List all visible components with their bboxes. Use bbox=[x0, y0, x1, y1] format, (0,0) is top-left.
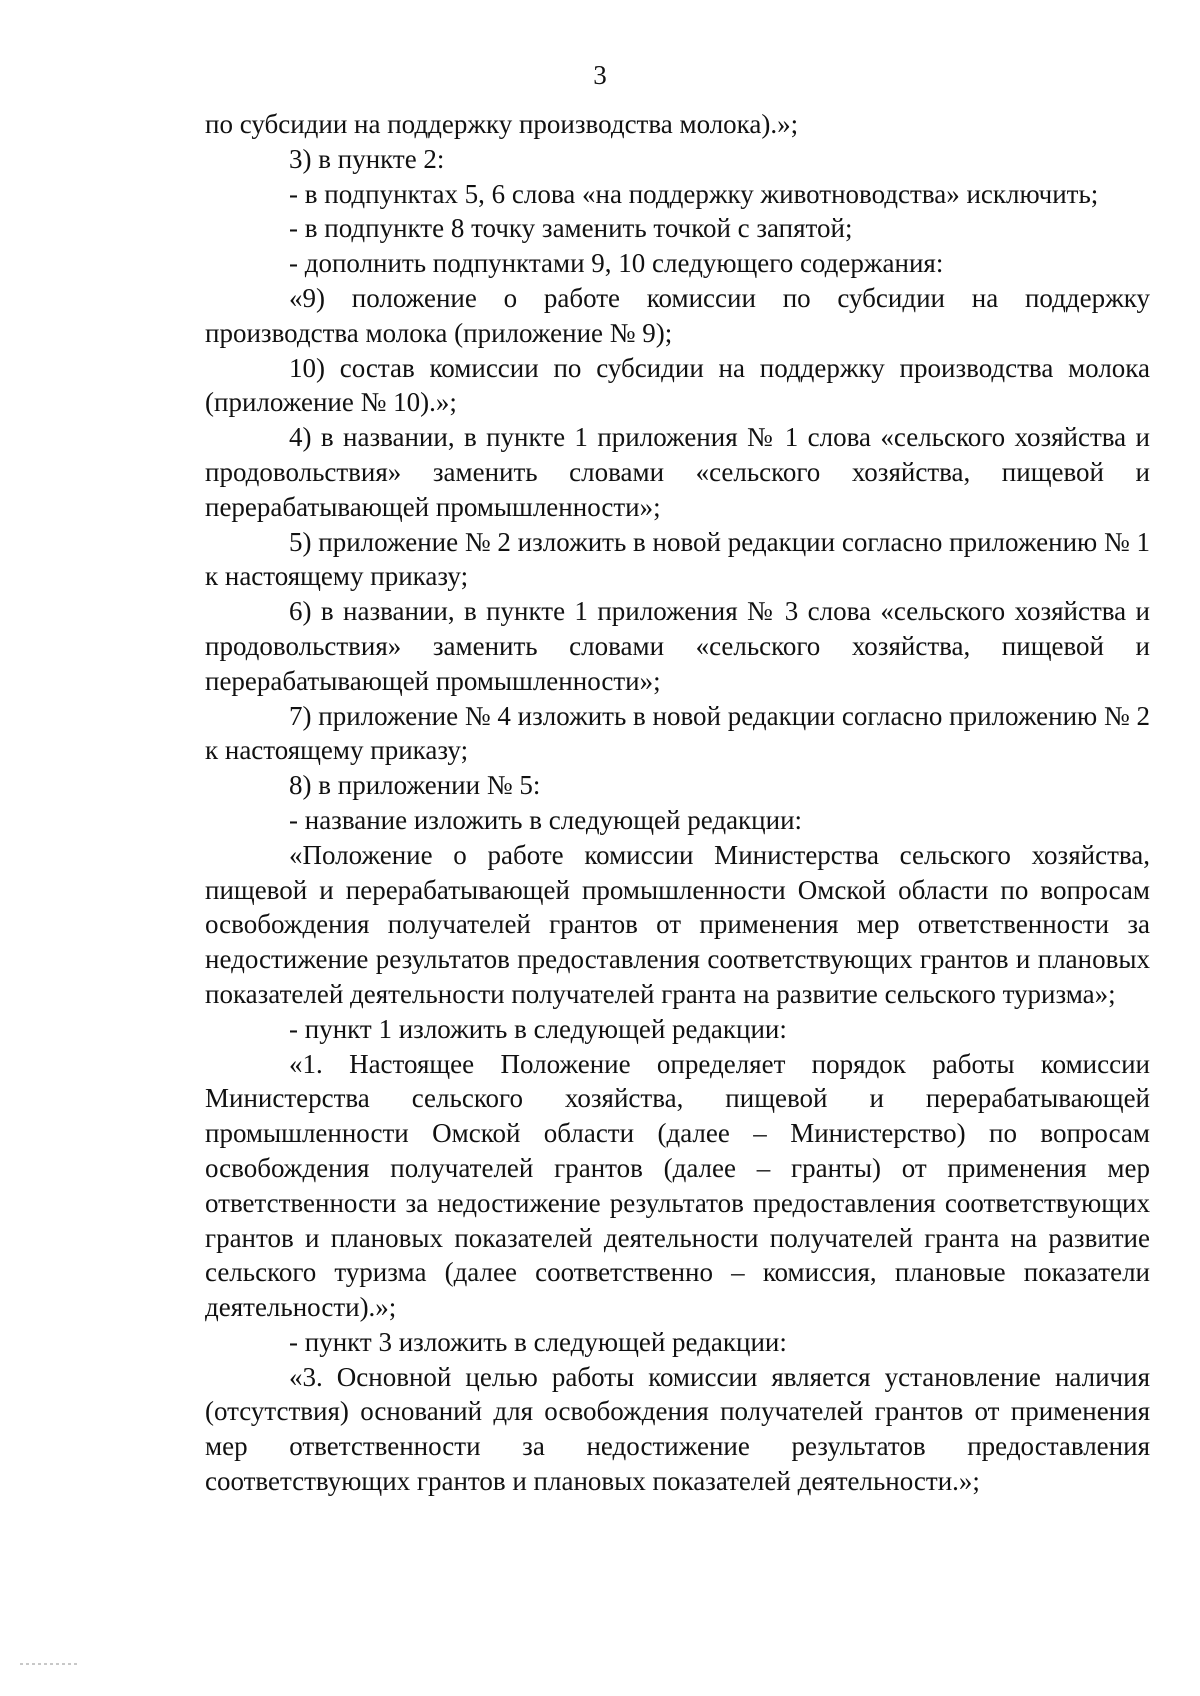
paragraph: 3) в пункте 2: bbox=[289, 143, 445, 174]
document-body bbox=[205, 107, 1150, 1499]
paragraph: «3. Основной целью работы комиссии является установление наличия (отсутствия) оснований для освобождения получателей грантов от применения мер ответственности за недостижение результатов предоставления соответствующих грантов и плановых показателей деятельности.»; bbox=[205, 1361, 1150, 1497]
paragraph: 7) приложение № 4 изложить в новой редакции согласно приложению № 2 к настоящему приказу; bbox=[205, 700, 1150, 766]
paragraph: 6) в названии, в пункте 1 приложения № 3 слова «сельского хозяйства и продовольствия» заменить словами «сельского хозяйства, пищевой и перерабатывающей промышленности»; bbox=[205, 596, 1150, 696]
paragraph: 4) в названии, в пункте 1 приложения № 1 слова «сельского хозяйства и продовольствия» заменить словами «сельского хозяйства, пищевой и перерабатывающей промышленности»; bbox=[205, 422, 1150, 522]
paragraph: 5) приложение № 2 изложить в новой редакции согласно приложению № 1 к настоящему приказу; bbox=[205, 526, 1150, 592]
paragraph: - в подпунктах 5, 6 слова «на поддержку животноводства» исключить; bbox=[289, 178, 1099, 209]
scan-artifact bbox=[20, 1663, 80, 1665]
page-number: 3 bbox=[593, 60, 607, 90]
paragraph: - пункт 1 изложить в следующей редакции: bbox=[289, 1013, 787, 1044]
paragraph: «9) положение о работе комиссии по субсидии на поддержку производства молока (приложение № 9); bbox=[205, 282, 1150, 348]
paragraph: - дополнить подпунктами 9, 10 следующего содержания: bbox=[289, 248, 944, 279]
paragraph: 10) состав комиссии по субсидии на поддержку производства молока (приложение № 10).»; bbox=[205, 352, 1150, 418]
paragraph: 8) в приложении № 5: bbox=[289, 770, 541, 801]
paragraph: - в подпункте 8 точку заменить точкой с запятой; bbox=[289, 213, 853, 244]
paragraph: «1. Настоящее Положение определяет порядок работы комиссии Министерства сельского хозяйства, пищевой и перерабатывающей промышленности Омской области (далее – Министерство) по вопросам освобождения получателей грантов (далее – гранты) от применения мер ответственности за недостижение результатов предоставления соответствующих грантов и плановых показателей деятельности получателей гранта на развитие сельского туризма (далее соответственно – комиссия, плановые показатели деятельности).»; bbox=[205, 1048, 1150, 1323]
paragraph: «Положение о работе комиссии Министерства сельского хозяйства, пищевой и перерабатывающей промышленности Омской области по вопросам освобождения получателей грантов от применения мер ответственности за недостижение результатов предоставления соответствующих грантов и плановых показателей деятельности получателей гранта на развитие сельского туризма»; bbox=[205, 839, 1150, 1009]
paragraph: - пункт 3 изложить в следующей редакции: bbox=[289, 1326, 787, 1357]
paragraph: по субсидии на поддержку производства молока).»; bbox=[205, 109, 799, 139]
paragraph: - название изложить в следующей редакции: bbox=[289, 804, 803, 835]
